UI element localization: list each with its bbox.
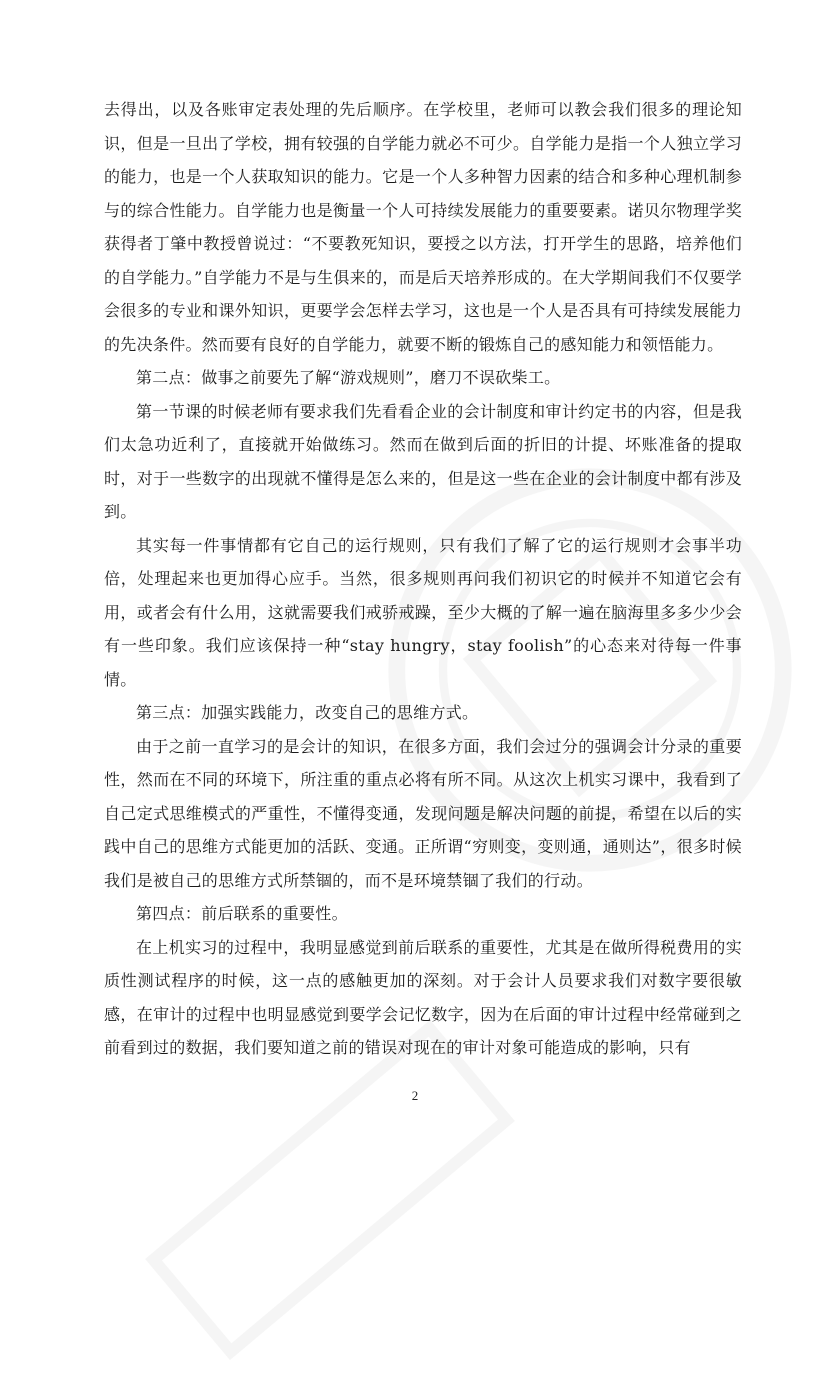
paragraph-point-4-body: 在上机实习的过程中，我明显感觉到前后联系的重要性，尤其是在做所得税费用的实质性测试程序的时候，这一点的感触更加的深刻。对于会计人员要求我们对数字要很敏感，在审计的过程中也明显感觉到要学会记忆数字，因为在后面的审计过程中经常碰到之前看到过的数据，我们要知道之前的错误对现在的审计对象可能造成的影响，只有 <box>104 937 742 1057</box>
paragraph-point-2-body: 第一节课的时候老师有要求我们先看看企业的会计制度和审计约定书的内容，但是我们太急功近利了，直接就开始做练习。然而在做到后面的折旧的计提、坏账准备的提取时，对于一些数字的出现就不懂得是怎么来的，但是这一些在企业的会计制度中都有涉及到。 <box>104 401 742 521</box>
paragraph-point-3-body: 由于之前一直学习的是会计的知识，在很多方面，我们会过分的强调会计分录的重要性，然而在不同的环境下，所注重的重点必将有所不同。从这次上机实习课中，我看到了自己定式思维模式的严重性，不懂得变通，发现问题是解决问题的前提，希望在以后的实践中自己的思维方式能更加的活跃、变通。正所谓“穷则变，变则通，通则达”，很多时候我们是被自己的思维方式所禁锢的，而不是环境禁锢了我们的行动。 <box>104 736 742 890</box>
paragraph-rules: 其实每一件事情都有它自己的运行规则，只有我们了解了它的运行规则才会事半功倍，处理起来也更加得心应手。当然，很多规则再问我们初识它的时候并不知道它会有用，或者会有什么用，这就需要我们戒骄戒躁，至少大概的了解一遍在脑海里多多少少会有一些印象。我们应该保持一种“stay hungry，stay foolish”的心态来对待每一件事情。 <box>104 535 742 689</box>
paragraph-continuation: 去得出，以及各账审定表处理的先后顺序。在学校里，老师可以教会我们很多的理论知识，但是一旦出了学校，拥有较强的自学能力就必不可少。自学能力是指一个人独立学习的能力，也是一个人获取知识的能力。它是一个人多种智力因素的结合和多种心理机制参与的综合性能力。自学能力也是衡量一个人可持续发展能力的重要要素。诺贝尔物理学奖获得者丁肇中教授曾说过：“不要教死知识，要授之以方法，打开学生的思路，培养他们的自学能力。”自学能力不是与生俱来的，而是后天培养形成的。在大学期间我们不仅要学会很多的专业和课外知识，更要学会怎样去学习，这也是一个人是否具有可持续发展能力的先决条件。然而要有良好的自学能力，就要不断的锻炼自己的感知能力和领悟能力。 <box>104 100 742 354</box>
section-heading-point-4: 第四点：前后联系的重要性。 <box>136 904 348 923</box>
page-number: 2 <box>411 1088 419 1103</box>
document-body <box>104 93 742 1065</box>
section-heading-point-3: 第三点：加强实践能力，改变自己的思维方式。 <box>136 703 479 722</box>
section-heading-point-2: 第二点：做事之前要先了解“游戏规则”，磨刀不误砍柴工。 <box>136 368 561 387</box>
